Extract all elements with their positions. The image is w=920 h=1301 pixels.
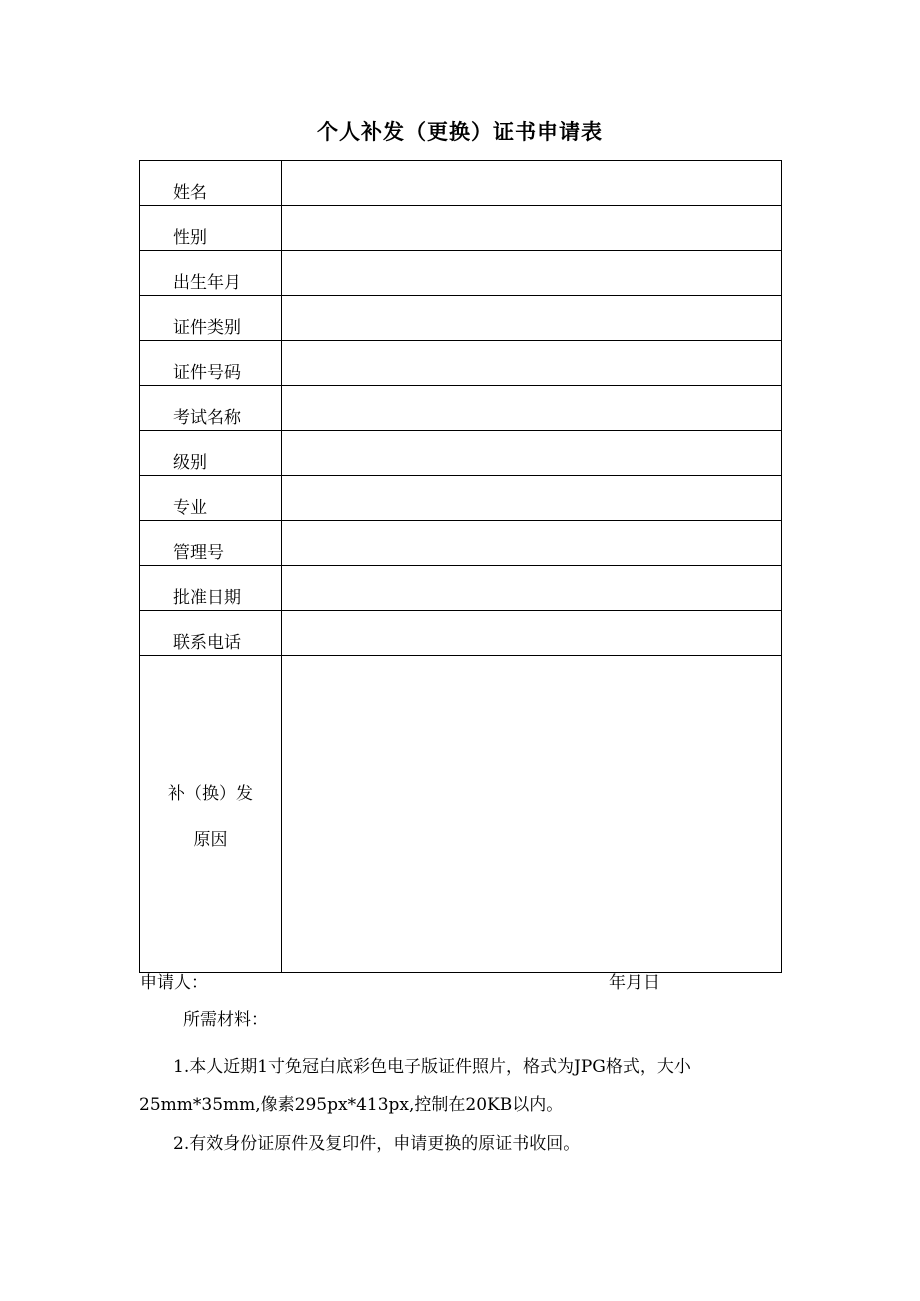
- reason-label-line-2: 原因: [193, 830, 228, 850]
- form-row-phone: [140, 611, 782, 656]
- field-label-level: 级别: [140, 431, 282, 476]
- field-label-reason: [140, 656, 282, 973]
- field-value-birth-date[interactable]: [282, 251, 782, 296]
- reason-label-line-1: 补（换）发: [168, 784, 253, 804]
- form-row-gender: [140, 206, 782, 251]
- field-value-level[interactable]: [282, 431, 782, 476]
- field-value-id-number[interactable]: [282, 341, 782, 386]
- field-value-phone[interactable]: [282, 611, 782, 656]
- date-label: 年月日: [609, 973, 660, 993]
- materials-item-photo: 1.本人近期1寸免冠白底彩色电子版证件照片，格式为JPG格式，大小25mm*35mm,像素295px*413px,控制在20KB以内。: [139, 1057, 691, 1115]
- form-row-exam-name: [140, 386, 782, 431]
- field-label-birth-date: 出生年月: [140, 251, 282, 296]
- field-label-exam-name: 考试名称: [140, 386, 282, 431]
- applicant-signature-label: 申请人：: [140, 973, 208, 993]
- form-row-id-number: [140, 341, 782, 386]
- field-value-approval-date[interactable]: [282, 566, 782, 611]
- field-value-gender[interactable]: [282, 206, 782, 251]
- form-title: 个人补发（更换）证书申请表: [317, 120, 603, 144]
- materials-item-id-card: 2.有效身份证原件及复印件，申请更换的原证书收回。: [173, 1134, 581, 1154]
- field-value-name[interactable]: [282, 161, 782, 206]
- field-label-phone: 联系电话: [140, 611, 282, 656]
- field-value-exam-name[interactable]: [282, 386, 782, 431]
- application-form-table: [139, 160, 782, 973]
- form-row-id-type: [140, 296, 782, 341]
- field-label-name: 姓名: [140, 161, 282, 206]
- field-label-major: 专业: [140, 476, 282, 521]
- form-row-birth-date: [140, 251, 782, 296]
- form-row-approval-date: [140, 566, 782, 611]
- form-row-level: [140, 431, 782, 476]
- field-value-management-number[interactable]: [282, 521, 782, 566]
- field-value-major[interactable]: [282, 476, 782, 521]
- field-label-id-type: 证件类别: [140, 296, 282, 341]
- field-label-gender: 性别: [140, 206, 282, 251]
- field-label-id-number: 证件号码: [140, 341, 282, 386]
- field-label-approval-date: 批准日期: [140, 566, 282, 611]
- form-row-management-number: [140, 521, 782, 566]
- form-row-reason: [140, 656, 782, 973]
- field-value-reason[interactable]: [282, 656, 782, 973]
- materials-heading: 所需材料：: [183, 1010, 268, 1030]
- form-row-name: [140, 161, 782, 206]
- field-value-id-type[interactable]: [282, 296, 782, 341]
- field-label-management-number: 管理号: [140, 521, 282, 566]
- form-row-major: [140, 476, 782, 521]
